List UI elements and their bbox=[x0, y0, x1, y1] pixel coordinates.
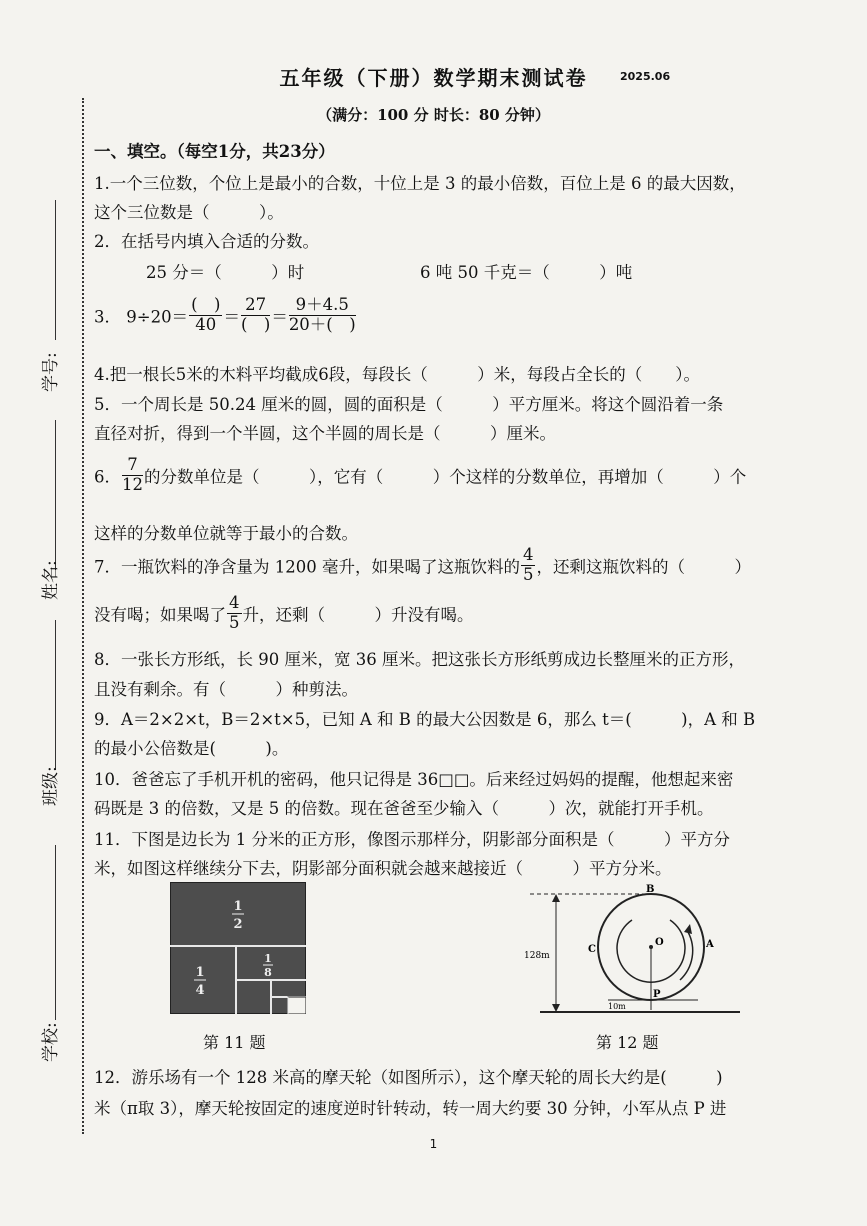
figure-12-point-p: P bbox=[653, 989, 661, 1000]
question-3-f2-den: ( ) bbox=[240, 314, 271, 334]
name-label: 姓名: bbox=[41, 560, 61, 600]
question-3-f1-num: ( ) bbox=[191, 295, 221, 314]
question-5-line-1: 5．一个周长是 50.24 厘米的圆，圆的面积是（ ）平方厘米。将这个圆沿着一条 bbox=[94, 395, 724, 414]
figure-12-point-b: B bbox=[646, 884, 655, 895]
question-3-fraction-3 bbox=[289, 296, 356, 335]
question-9-line-2: 的最小公倍数是( )。 bbox=[94, 739, 289, 758]
question-11-line-2: 米，如图这样继续分下去，阴影部分面积就会越来越接近（ ）平方分米。 bbox=[94, 859, 672, 878]
figure-12-point-o: O bbox=[655, 937, 664, 948]
exam-date: 2025.06 bbox=[620, 70, 671, 83]
question-6-fraction bbox=[122, 456, 143, 495]
question-6-prefix: 6． bbox=[94, 467, 121, 487]
question-3-fraction-2 bbox=[241, 296, 270, 335]
question-7-den: 5 bbox=[522, 564, 534, 584]
figure-11-square bbox=[170, 882, 306, 1014]
figure-11-white-square bbox=[288, 997, 306, 1014]
question-7-fraction bbox=[521, 546, 536, 585]
figure-12-caption: 第 12 题 bbox=[596, 1033, 659, 1052]
question-7-prefix: 7．一瓶饮料的净含量为 1200 毫升，如果喝了这瓶饮料的 bbox=[94, 557, 520, 577]
question-7-line-2 bbox=[94, 594, 474, 633]
figure-12-base-label: 10m bbox=[608, 1002, 626, 1011]
question-7b-fraction bbox=[227, 594, 242, 633]
figure-12-arrowhead bbox=[684, 924, 692, 934]
section-1-title: 一、填空。（每空1分，共23分） bbox=[94, 142, 335, 161]
question-2b: 6 吨 50 千克＝（ ）吨 bbox=[420, 263, 633, 282]
question-3-eq-2: ＝ bbox=[271, 307, 288, 327]
question-7b-rest: 升，还剩（ ）升没有喝。 bbox=[242, 605, 474, 625]
question-8-line-1: 8．一张长方形纸，长 90 厘米，宽 36 厘米。把这张长方形纸剪成边长整厘米的正方形， bbox=[94, 650, 745, 669]
figure-11-label-eighth-den: 8 bbox=[264, 966, 272, 979]
student-no-line bbox=[55, 200, 56, 340]
question-2: 2．在括号内填入合适的分数。 bbox=[94, 232, 319, 251]
question-3-f2-num: 27 bbox=[241, 296, 270, 316]
question-3-prefix: 3． 9÷20＝ bbox=[94, 307, 189, 327]
question-4: 4.把一根长5米的木料平均截成6段，每段长（ ）米，每段占全长的（ ）。 bbox=[94, 365, 700, 384]
exam-subtitle: （满分：100 分 时长：80 分钟） bbox=[317, 106, 550, 124]
name-line bbox=[55, 420, 56, 570]
figure-11-label-eighth-num: 1 bbox=[264, 952, 272, 965]
figure-12-point-a: A bbox=[706, 939, 714, 950]
figure-12-arrow-up bbox=[552, 894, 560, 902]
figure-12-rotation-arrow-right bbox=[680, 932, 693, 980]
question-7b-num: 4 bbox=[229, 593, 240, 612]
question-3-f3-num: 9＋4.5 bbox=[289, 296, 356, 316]
question-6-line-2: 这样的分数单位就等于最小的合数。 bbox=[94, 524, 358, 543]
figure-11-caption: 第 11 题 bbox=[203, 1033, 266, 1052]
figure-11-label-half-den: 2 bbox=[233, 917, 243, 932]
question-3-f1-den: 40 bbox=[195, 314, 217, 334]
question-2a: 25 分＝（ ）时 bbox=[146, 263, 305, 282]
question-7-line-1 bbox=[94, 546, 751, 585]
school-line bbox=[55, 845, 56, 1020]
question-7b-prefix: 没有喝；如果喝了 bbox=[94, 605, 226, 625]
figure-12-point-c: C bbox=[588, 944, 596, 955]
figure-11-label-half-num: 1 bbox=[233, 899, 243, 914]
student-no-label: 学号: bbox=[41, 352, 61, 392]
question-9-line-1: 9．A＝2×2×t，B＝2×t×5，已知 A 和 B 的最大公因数是 6，那么 t＝( )，A 和 B bbox=[94, 710, 756, 729]
question-5-line-2: 直径对折，得到一个半圆，这个半圆的周长是（ ）厘米。 bbox=[94, 424, 556, 443]
school-label: 学校: bbox=[41, 1022, 61, 1062]
question-3-eq-1: ＝ bbox=[223, 307, 240, 327]
question-12-line-2: 米（π取 3），摩天轮按固定的速度逆时针转动，转一周大约要 30 分钟，小军从点 P 进 bbox=[94, 1099, 727, 1118]
figure-12-arrow-down bbox=[552, 1004, 560, 1012]
figure-12-ferris-wheel bbox=[520, 880, 750, 1020]
question-6-rest: 的分数单位是（ ），它有（ ）个这样的分数单位，再增加（ ）个 bbox=[144, 467, 747, 487]
question-7-rest: ，还剩这瓶饮料的（ ） bbox=[536, 557, 751, 577]
page-number: 1 bbox=[429, 1137, 438, 1151]
question-3-f3-den: 20＋( ) bbox=[288, 314, 356, 334]
question-10-line-1: 10．爸爸忘了手机开机的密码，他只记得是 36□□。后来经过妈妈的提醒，他想起来密 bbox=[94, 770, 734, 789]
question-12-line-1: 12．游乐场有一个 128 米高的摩天轮（如图所示），这个摩天轮的周长大约是( ) bbox=[94, 1068, 723, 1087]
question-6-den: 12 bbox=[122, 474, 143, 494]
question-1-line-1: 1.一个三位数，个位上是最小的合数，十位上是 3 的最小倍数，百位上是 6 的最大因数， bbox=[94, 174, 746, 193]
exam-title: 五年级（下册）数学期末测试卷 bbox=[279, 66, 588, 90]
question-7b-den: 5 bbox=[229, 612, 240, 632]
question-6-line-1 bbox=[94, 456, 746, 495]
figure-11-label-quarter-num: 1 bbox=[195, 965, 205, 980]
question-1-line-2: 这个三位数是（ ）。 bbox=[94, 203, 284, 222]
question-3 bbox=[94, 296, 357, 335]
question-8-line-2: 且没有剩余。有（ ）种剪法。 bbox=[94, 680, 358, 699]
question-7-num: 4 bbox=[522, 545, 534, 564]
question-3-fraction-1 bbox=[189, 296, 222, 335]
question-11-line-1: 11．下图是边长为 1 分米的正方形，像图示那样分，阴影部分面积是（ ）平方分 bbox=[94, 830, 730, 849]
question-6-num: 7 bbox=[122, 456, 143, 476]
class-label: 班级: bbox=[41, 766, 61, 806]
class-line bbox=[55, 620, 56, 770]
figure-12-height-label: 128m bbox=[524, 951, 550, 961]
question-10-line-2: 码既是 3 的倍数，又是 5 的倍数。现在爸爸至少输入（ ）次，就能打开手机。 bbox=[94, 799, 714, 818]
figure-11-label-quarter-den: 4 bbox=[195, 983, 205, 998]
binding-dotted-line bbox=[82, 98, 84, 1134]
